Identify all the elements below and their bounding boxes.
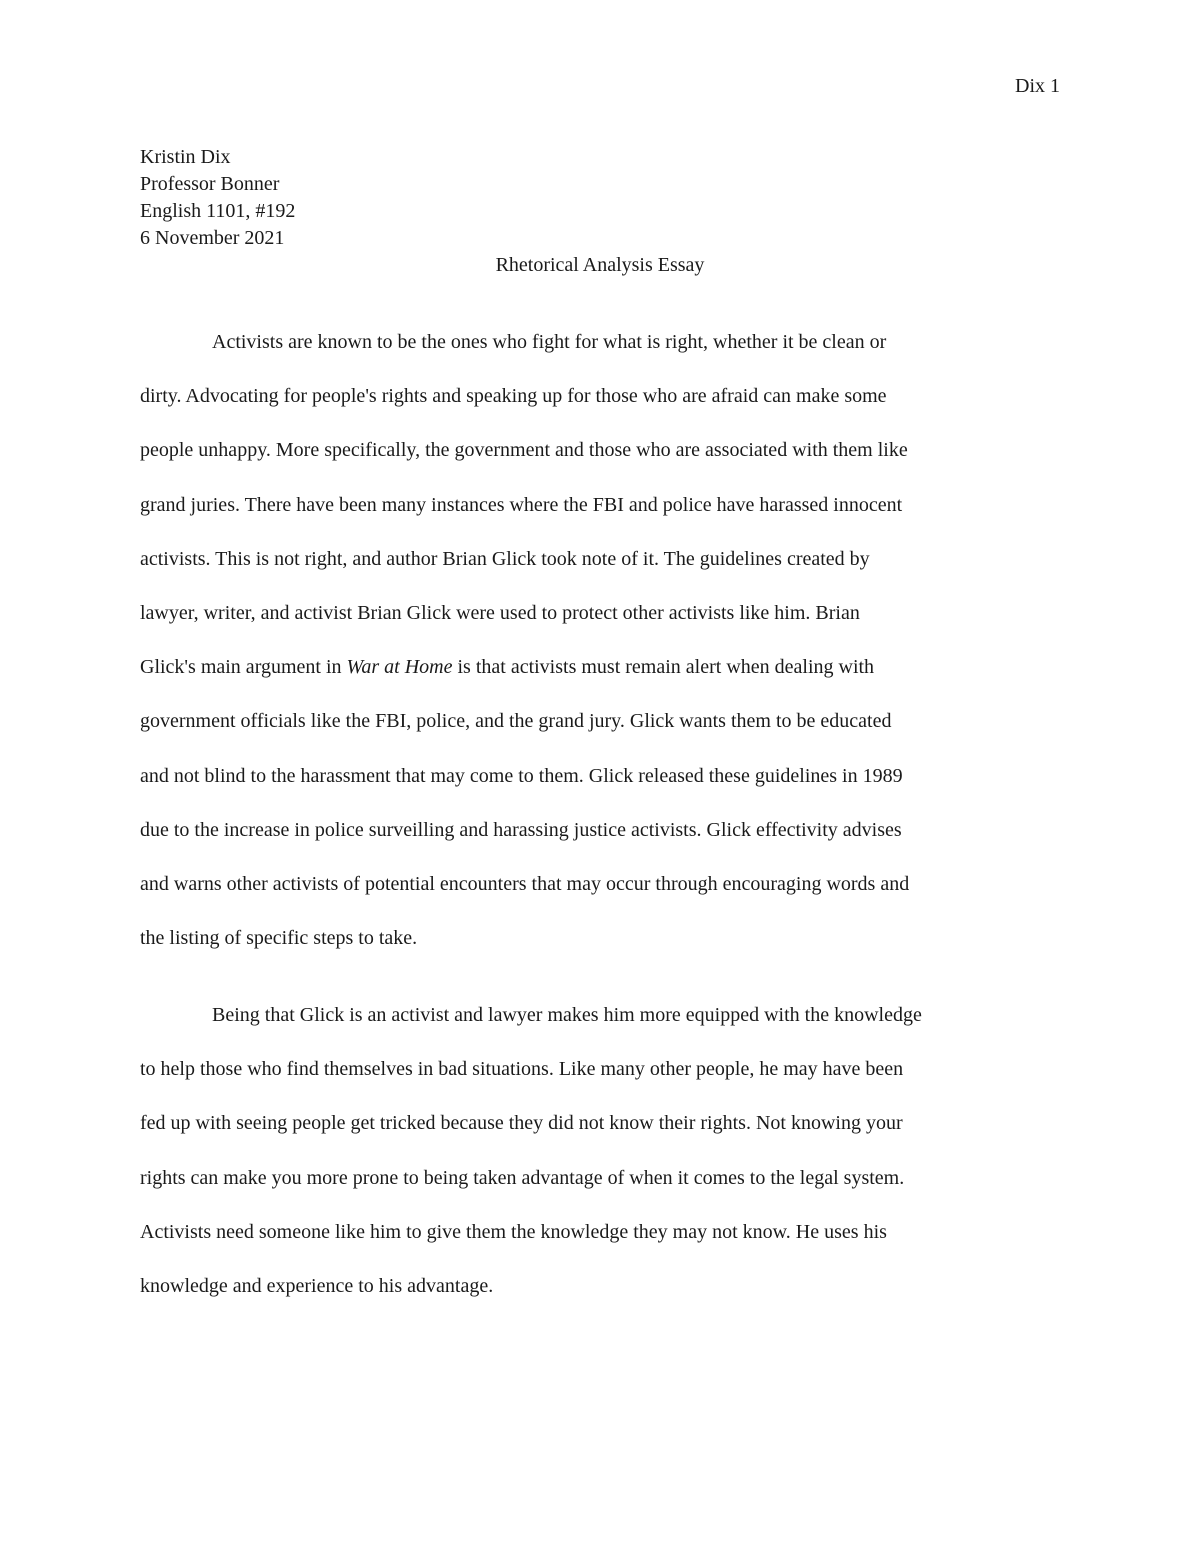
professor-name: Professor Bonner: [140, 173, 280, 195]
paragraph-line: the listing of specific steps to take.: [140, 927, 418, 950]
paragraph-line: dirty. Advocating for people's rights and speaking up for those who are afraid can make some: [140, 385, 887, 408]
paragraph-line: knowledge and experience to his advantage.: [140, 1274, 494, 1297]
line-text: Glick's main argument in: [140, 656, 347, 679]
paragraph-2: [140, 988, 1060, 1313]
paragraph-line: to help those who find themselves in bad situations. Like many other people, he may have been: [140, 1058, 904, 1081]
paragraph-line: Activists need someone like him to give them the knowledge they may not know. He uses his: [140, 1220, 887, 1243]
paragraph-line: and not blind to the harassment that may come to them. Glick released these guidelines in 1989: [140, 764, 903, 787]
paragraph-line: grand juries. There have been many instances where the FBI and police have harassed innocent: [140, 493, 903, 516]
paragraph-line: rights can make you more prone to being taken advantage of when it comes to the legal system.: [140, 1166, 905, 1189]
book-title: War at Home: [346, 656, 453, 679]
student-name: Kristin Dix: [140, 146, 231, 168]
paragraph-line: due to the increase in police surveilling and harassing justice activists. Glick effectivity advises: [140, 818, 902, 841]
paragraph-line: people unhappy. More specifically, the government and those who are associated with them like: [140, 439, 908, 462]
paragraph-line: fed up with seeing people get tricked because they did not know their rights. Not knowing your: [140, 1112, 903, 1135]
page-number-label: Dix 1: [1015, 75, 1060, 97]
paragraph-line: and warns other activists of potential encounters that may occur through encouraging words and: [140, 872, 910, 895]
paragraph-line: Being that Glick is an activist and lawyer makes him more equipped with the knowledge: [212, 1004, 922, 1026]
paragraph-line: Activists are known to be the ones who fight for what is right, whether it be clean or: [212, 331, 887, 353]
paragraph-line: government officials like the FBI, police, and the grand jury. Glick wants them to be educated: [140, 710, 892, 733]
page-header: [1015, 74, 1060, 98]
line-text: is that activists must remain alert when dealing with: [452, 656, 875, 679]
essay-date: 6 November 2021: [140, 227, 285, 249]
paragraph-1: [140, 315, 1060, 965]
course-info: English 1101, #192: [140, 200, 296, 222]
mla-heading: [140, 144, 295, 252]
paragraph-line: [140, 640, 1060, 694]
paragraph-line: activists. This is not right, and author Brian Glick took note of it. The guidelines created by: [140, 547, 870, 570]
essay-title: Rhetorical Analysis Essay: [495, 254, 705, 276]
paragraph-line: lawyer, writer, and activist Brian Glick were used to protect other activists like him. Brian: [140, 601, 860, 624]
